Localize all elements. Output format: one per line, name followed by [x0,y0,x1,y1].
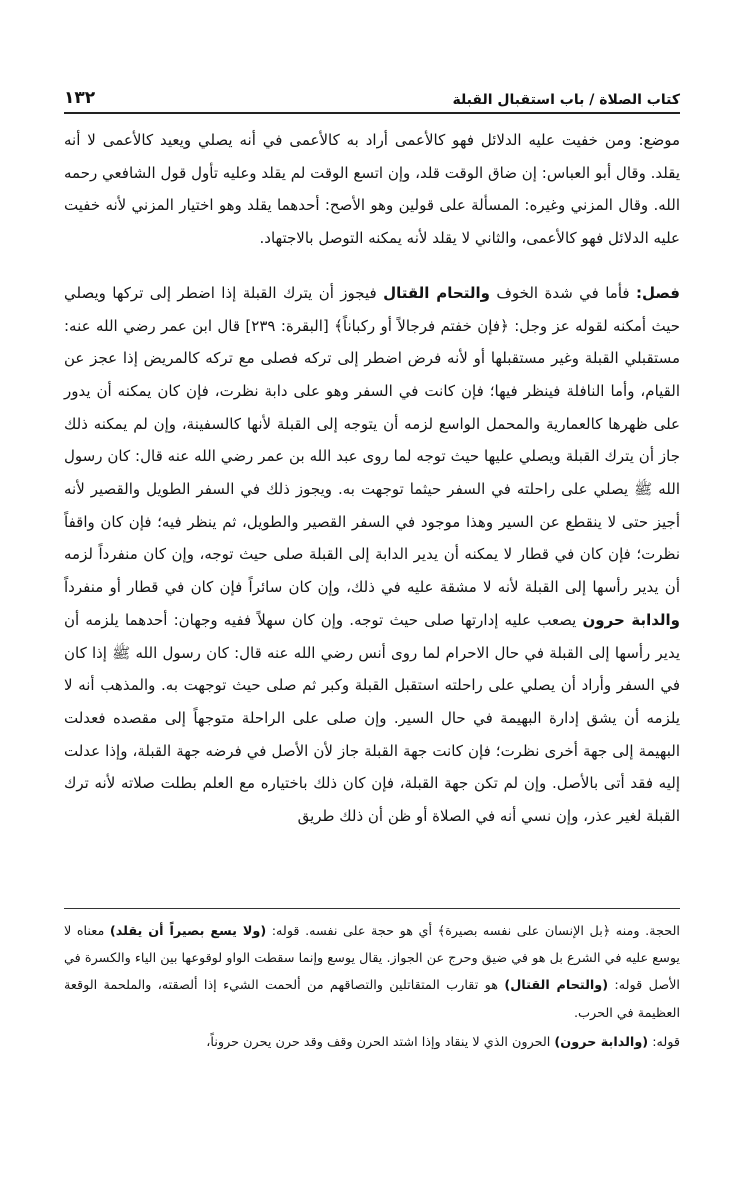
text-run: فيجوز أن يترك القبلة إذا اضطر إلى تركها ويصلي حيث أمكنه لقوله عز وجل: ﴿فإن خفتم فرجالاً أو ركباناً﴾ [البقرة: ٢٣٩] قال ابن عمر رضي الله عنه: مستقبلي القبلة وغير مستقبلها أو لأنه فرض اضطر إلى تركه فصلى مع تركه كالمريض إذا عجز عن القيام، وأما النافلة فينظر فيها؛ فإن كانت في السفر وهو على دابة نظرت، فإن كان يمكنه أن يدور على ظهرها كالعمارية والمحمل الواسع لزمه أن يتوجه إلى القبلة لأنها كالسفينة، وإن لم يمكنه ذلك جاز أن يترك القبلة ويصلي عليها حيث توجه لما روى عبد الله بن عمر رضي الله عنه قال: كان رسول الله ﷺ يصلي على راحلته في السفر حيثما توجهت به. ويجوز ذلك في السفر الطويل والقصير لأنه أجيز حتى لا ينقطع عن السير وهذا موجود في السفر القصير والطويل، ثم ينظر فيه؛ فإن كان واقفاً نظرت؛ فإن كان في قطار لا يمكنه أن يدير الدابة إلى القبلة صلى حيث توجه، وإن كان منفرداً لزمه أن يدير رأسها إلى القبلة لأنه لا مشقة عليه في ذلك، وإن كان سائراً فإن كان في قطار أو منفرداً [64,283,680,597]
glossed-term: والتحام القتال [383,283,490,302]
paragraph-1: موضع: ومن خفيت عليه الدلائل فهو كالأعمى أراد به كالأعمى في أنه يصلي ويعيد كالأعمى لا أنه يقلد. وقال أبو العباس: إن ضاق الوقت قلد، وإن اتسع الوقت لم يقلد وعليه تأول قول الشافعي رحمه الله. وقال المزني وغيره: المسألة على قولين وهو الأصح: أحدهما يقلد وهو اختيار المزني لأنه خفيت عليه الدلائل فهو كالأعمى، والثاني لا يقلد لأنه يمكنه التوصل بالاجتهاد. [64,131,680,248]
paragraph-2 [64,277,680,833]
text-run: الحرون الذي لا ينقاد وإذا اشتد الحرن وقف وقد حرن يحرن حروناً، [206,1034,555,1050]
footnote-divider [64,908,680,909]
glossed-term: (والدابة حرون) [554,1034,649,1050]
text-run: فأما في شدة الخوف [489,283,636,302]
running-title: كتاب الصلاة / باب استقبال القبلة [452,92,680,108]
text-run: قوله: [648,1034,680,1050]
main-text [64,124,680,833]
page-header [64,72,680,108]
footnotes [64,918,680,1056]
footnote-1 [64,918,680,1027]
section-marker: فصل: [635,283,680,302]
glossed-term: (ولا يسع بصيراً أن يقلد) [109,924,267,939]
text-run: يصعب عليه إدارتها صلى حيث توجه. وإن كان سهلاً ففيه وجهان: أحدهما يلزمه أن يدير رأسها إلى القبلة في حال الاحرام لما روى أنس رضي الله عنه قال: كان رسول الله ﷺ إذا كان في السفر وأراد أن يصلي على راحلته استقبل القبلة وكبر ثم صلى حيث توجهت به. والمذهب أنه لا يلزمه أن يشق إدارة البهيمة في حال السير. وإن صلى على الراحلة متوجهاً إلى مقصده فعدلت البهيمة إلى جهة أخرى نظرت؛ فإن كانت جهة القبلة جاز لأن الأصل في فرضه جهة القبلة، وإذا عدلت إليه فقد أتى بالأصل. وإن لم تكن جهة القبلة، فإن كان ذلك باختياره مع العلم بطلت صلاته لأنه ترك القبلة لغير عذر، وإن نسي أنه في الصلاة أو ظن أن ذلك طريق [64,610,680,826]
glossed-term: (والتحام القتال) [504,978,609,994]
text-run: معناه لا يوسع عليه في الشرع بل هو في ضيق وحرج عن الجواز. يقال يوسع وإنما سقطت الواو لوقوعها بين الياء والكسرة في الأصل قوله: [64,924,680,994]
page-number: ١٣٢ [64,88,96,108]
header-divider [64,112,680,114]
text-run: هو تقارب المتقاتلين والتصاقهم من ألحمت الشيء إذا ألصقته، والملحمة الوقعة العظيمة في الحرب. [64,978,680,1021]
text-run: الحجة. ومنه ﴿بل الإنسان على نفسه بصيرة﴾ أي هو حجة على نفسه. قوله: [266,924,680,939]
glossed-term: والدابة حرون [582,610,681,629]
footnote-2 [64,1029,680,1056]
